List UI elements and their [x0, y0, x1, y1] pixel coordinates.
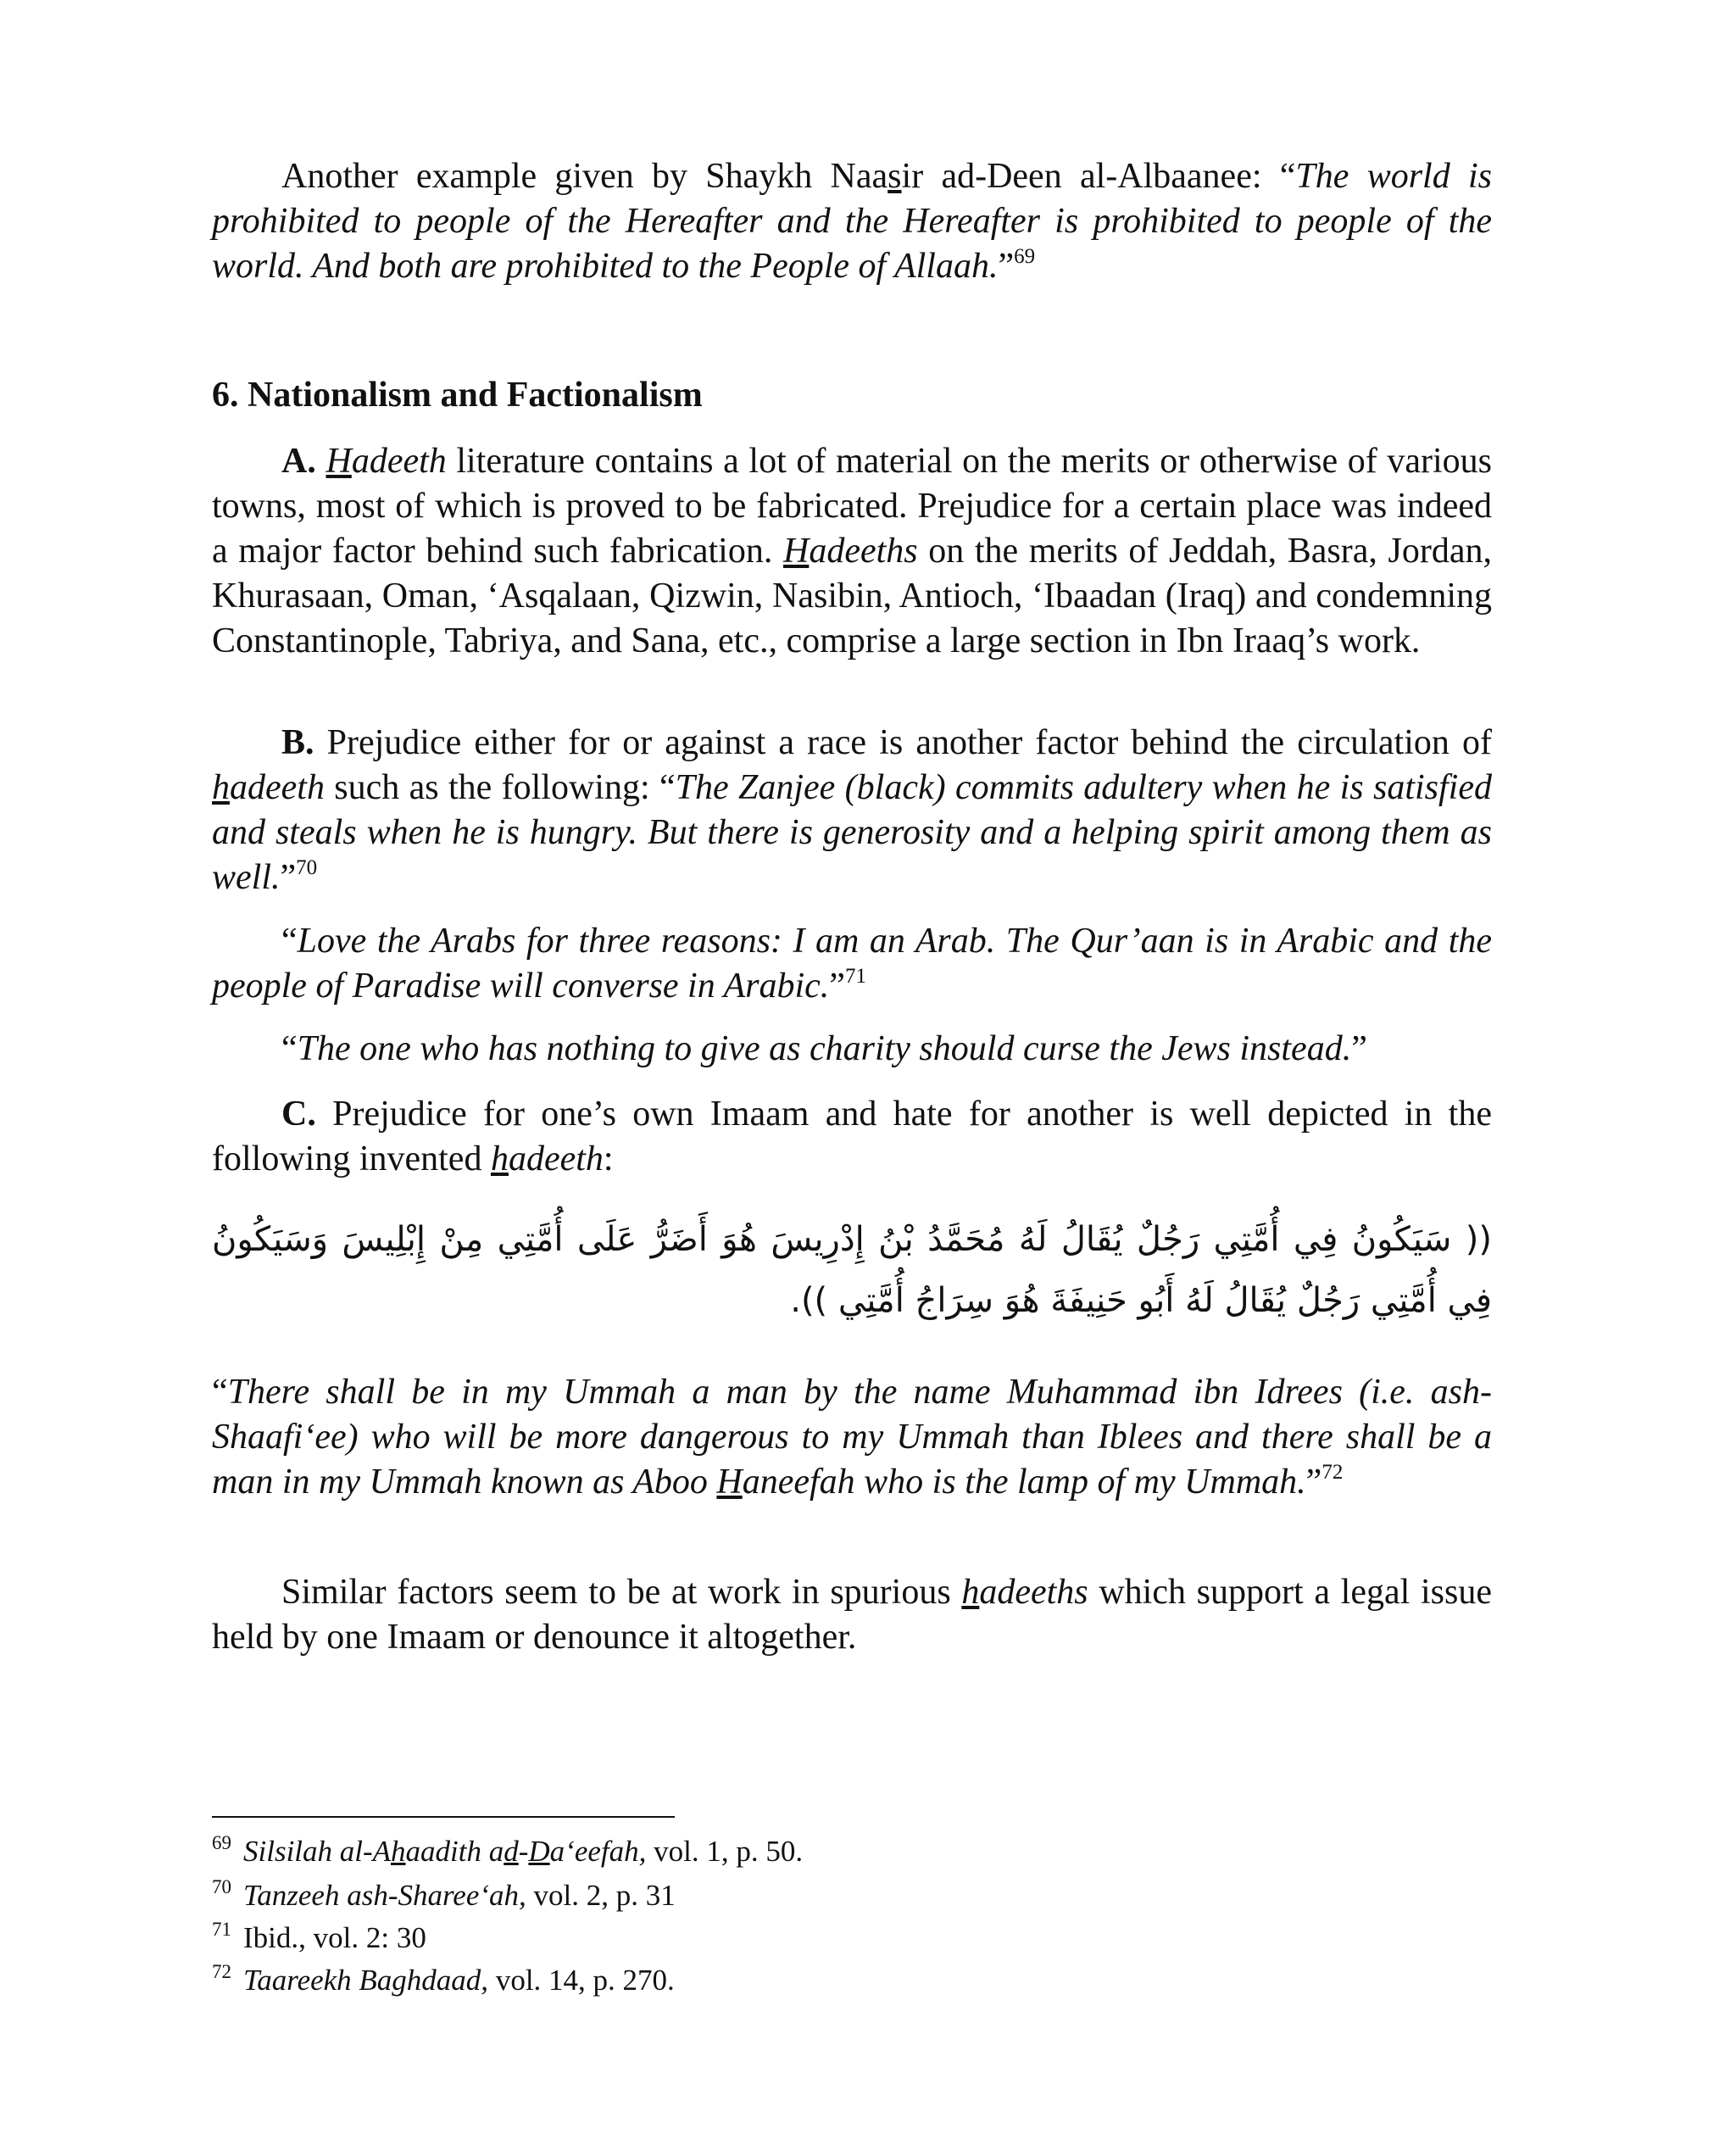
quote-close: ”	[998, 247, 1015, 286]
footnote-citation: vol. 2, p. 31	[526, 1879, 676, 1912]
footnote-ref-71[interactable]: 71	[844, 965, 866, 988]
quote-close: ”	[280, 858, 297, 897]
paragraph-b	[212, 721, 1492, 900]
footnote-ref-69[interactable]: 69	[1014, 245, 1036, 268]
footnote-number: 70	[212, 1876, 231, 1897]
underlined-letter: H	[782, 532, 810, 571]
term-hadeeth: adeeth	[351, 442, 447, 481]
quote-text: The one who has nothing to give as charity should curse the Jews instead.	[297, 1029, 1352, 1068]
footnote-title: Tanzeeh ash-Sharee‘ah,	[243, 1879, 526, 1912]
text-segment: such as the following: “	[324, 768, 676, 807]
quote-text: The world is prohibited to people of the Hereafter and the Hereafter is prohibited to people of the world. And both are prohibited to the People of Allaah.	[212, 157, 1493, 286]
footnote-title: aadith a	[405, 1835, 504, 1868]
footnote-ref-72[interactable]: 72	[1321, 1461, 1344, 1484]
underlined-letter: h	[961, 1573, 980, 1612]
underlined-letter: d	[504, 1835, 519, 1868]
quote-open: “	[281, 922, 298, 961]
quote-charity	[212, 1027, 1492, 1072]
quote-open: “	[212, 1373, 228, 1412]
term-hadeeths: adeeths	[979, 1573, 1088, 1612]
text-segment: Prejudice for one’s own Imaam and hate for another is well depicted in the following invented	[212, 1095, 1492, 1178]
quote-text: The Zanjee (black) commits adultery when he is satisfied and steals when he is hungry. But there is generosity and a helping spirit among them as well.	[212, 768, 1492, 897]
paragraph-label-c: C.	[281, 1095, 316, 1134]
term-hadeeths: adeeths	[809, 532, 918, 571]
footnote-title: Silsilah al-A	[243, 1835, 392, 1868]
quote-close: ”	[829, 967, 845, 1006]
text-segment: Similar factors seem to be at work in spurious	[281, 1573, 962, 1612]
footnote-69	[212, 1833, 803, 1870]
text-segment: Another example given by Shaykh Naa	[281, 157, 888, 196]
underlined-letter: h	[212, 768, 230, 807]
footnote-divider	[212, 1816, 675, 1818]
quote-close: ”	[1305, 1462, 1322, 1502]
footnote-number: 71	[212, 1919, 231, 1940]
footnote-title: a‘eefah,	[549, 1835, 647, 1868]
underlined-letter: h	[391, 1835, 406, 1868]
quote-love-arabs	[212, 919, 1492, 1009]
quote-text: There shall be in my Ummah a man by the name Muhammad ibn Idrees (i.e. ash-Shaafi‘ee) who will be more dangerous to my Ummah than Iblees and there shall be a man in my Ummah known as Aboo	[212, 1373, 1492, 1502]
paragraph-albaanee-example	[212, 154, 1492, 289]
paragraph-label-b: B.	[281, 723, 314, 762]
term-hadeeth: adeeth	[230, 768, 325, 807]
text-segment: literature contains a lot of material on the merits or otherwise of various towns, most of which is proved to be fabricated. Prejudice for a certain place was indeed a major factor behind such fabrication.	[212, 442, 1493, 571]
footnote-70	[212, 1877, 676, 1914]
text-segment: ir ad-Deen al-Albaanee: “	[901, 157, 1296, 196]
text-segment: which support a legal issue held by one Imaam or denounce it altogether.	[212, 1573, 1492, 1657]
footnote-citation: Ibid., vol. 2: 30	[243, 1921, 426, 1954]
quote-close: ”	[1351, 1029, 1367, 1068]
underlined-letter: H	[716, 1462, 743, 1502]
text-segment: :	[603, 1139, 614, 1178]
text-segment: on the merits of Jeddah, Basra, Jordan, Khurasaan, Oman, ‘Asqalaan, Qizwin, Nasibin, Antioch, ‘Ibaadan (Iraq) and condemning Constantinople, Tabriya, and Sana, etc., comprise a large section in Ibn Iraaq’s work.	[212, 532, 1492, 660]
footnote-title: -	[518, 1835, 529, 1868]
footnote-number: 72	[212, 1961, 231, 1982]
footnote-title: Taareekh Baghdaad,	[243, 1964, 489, 1997]
quote-text: Love the Arabs for three reasons: I am an Arab. The Qur’aan is in Arabic and the people of Paradise will converse in Arabic.	[212, 922, 1492, 1006]
quote-open: “	[281, 1029, 298, 1068]
paragraph-label-a: A.	[281, 442, 316, 481]
section-heading: 6. Nationalism and Factionalism	[212, 376, 703, 415]
hadeeth-translation	[212, 1370, 1492, 1505]
footnote-citation: vol. 1, p. 50.	[646, 1835, 804, 1868]
footnote-71	[212, 1919, 426, 1957]
footnote-number: 69	[212, 1832, 231, 1853]
underlined-letter: H	[326, 442, 352, 481]
footnote-citation: vol. 14, p. 270.	[488, 1964, 675, 1997]
underlined-letter: s	[887, 157, 902, 196]
paragraph-similar-factors	[212, 1570, 1492, 1660]
paragraph-a	[212, 439, 1492, 664]
arabic-hadeeth-text: (( سَيَكُونُ فِي أُمَّتِي رَجُلٌ يُقَالُ لَهُ مُحَمَّدُ بْنُ إِدْرِيسَ هُوَ أَضَرُّ عَلَى أُمَّتِي مِنْ إِبْلِيسَ وَسَيَكُونُ فِي أُمَّتِي رَجُلٌ يُقَالُ لَهُ أَبُو حَنِيفَةَ هُوَ سِرَاجُ أُمَّتِي )).	[212, 1220, 1492, 1320]
paragraph-c	[212, 1092, 1492, 1182]
underlined-letter: h	[490, 1139, 509, 1178]
quote-text: aneefah who is the lamp of my Ummah.	[742, 1462, 1306, 1502]
underlined-letter: D	[528, 1835, 550, 1868]
footnote-ref-70[interactable]: 70	[296, 856, 318, 879]
term-hadeeth: adeeth	[508, 1139, 604, 1178]
footnote-72	[212, 1962, 675, 1999]
text-segment: Prejudice either for or against a race is another factor behind the circulation of	[314, 723, 1492, 762]
